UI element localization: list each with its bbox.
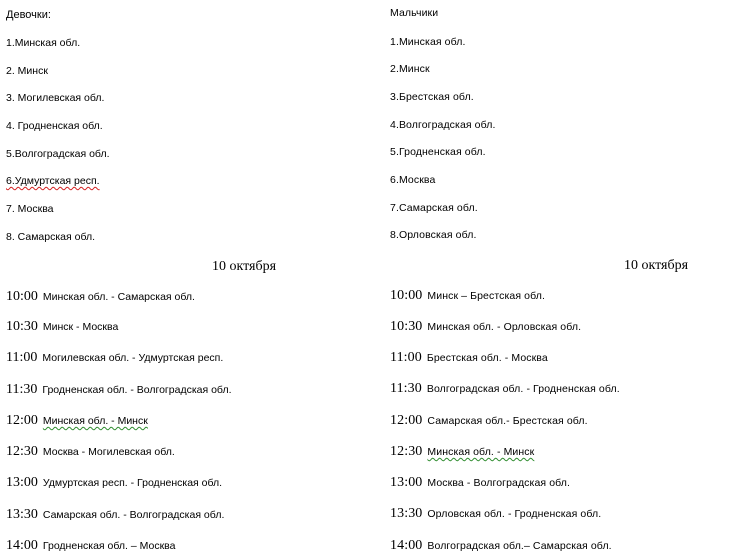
boys-team-item: 3.Брестская обл. — [390, 91, 474, 103]
girls-date-heading: 10 октября — [212, 259, 277, 274]
match-time: 13:00 — [6, 475, 38, 490]
match-time: 12:30 — [6, 444, 38, 459]
match-time: 12:30 — [390, 444, 423, 459]
match-time: 10:30 — [390, 319, 423, 334]
boys-match-row — [390, 507, 601, 521]
boys-team-item: 6.Москва — [390, 174, 436, 186]
girls-team-item: 7. Москва — [6, 203, 54, 215]
boys-match-row — [390, 320, 581, 334]
match-time: 11:00 — [6, 350, 38, 365]
match-time: 11:30 — [390, 381, 422, 396]
girls-team-item: 2. Минск — [6, 65, 48, 77]
boys-match-row — [390, 539, 612, 553]
match-time: 11:00 — [390, 350, 422, 365]
match-pairing: Гродненская обл. – Москва — [42, 540, 176, 552]
girls-team-text: 6.Удмуртская респ. — [6, 175, 100, 187]
match-pairing: Волгоградская обл.– Самарская обл. — [427, 540, 612, 552]
match-pairing: Минская обл. - Минск — [42, 415, 148, 427]
girls-column — [6, 0, 366, 559]
boys-team-item: 1.Минская обл. — [390, 36, 466, 48]
match-pairing: Минская обл. - Орловская обл. — [427, 321, 582, 333]
girls-match-row — [6, 508, 224, 522]
girls-team-item: 8. Самарская обл. — [6, 231, 96, 243]
boys-match-row — [390, 289, 545, 303]
boys-team-item: 8.Орловская обл. — [390, 229, 477, 241]
match-time: 13:00 — [390, 475, 423, 490]
boys-column — [390, 0, 740, 559]
match-pairing: Удмуртская респ. - Гродненская обл. — [42, 477, 223, 489]
match-pairing: Брестская обл. - Москва — [426, 352, 548, 364]
girls-match-row — [6, 414, 148, 428]
boys-heading: Мальчики — [390, 7, 439, 19]
match-time: 14:00 — [6, 538, 38, 553]
match-time: 13:30 — [6, 507, 38, 522]
girls-match-row — [6, 445, 175, 459]
girls-team-item: 5.Волгоградская обл. — [6, 148, 110, 160]
match-time: 12:00 — [390, 413, 423, 428]
match-pairing: Самарская обл.- Брестская обл. — [427, 415, 588, 427]
girls-match-row — [6, 351, 223, 365]
match-time: 10:00 — [390, 288, 423, 303]
boys-match-row — [390, 414, 588, 428]
boys-team-item: 7.Самарская обл. — [390, 202, 478, 214]
match-time: 11:30 — [6, 382, 38, 397]
boys-date-heading: 10 октября — [624, 258, 689, 273]
boys-team-item: 2.Минск — [390, 63, 430, 75]
match-pairing: Могилевская обл. - Удмуртская респ. — [42, 352, 224, 364]
match-time: 13:30 — [390, 506, 423, 521]
match-pairing: Самарская обл. - Волгоградская обл. — [42, 509, 225, 521]
match-pairing: Минская обл. - Самарская обл. — [42, 291, 195, 303]
girls-team-item: 4. Гродненская обл. — [6, 120, 103, 132]
girls-team-item — [6, 174, 100, 188]
match-pairing: Минск – Брестская обл. — [427, 290, 545, 302]
match-pairing: Волгоградская обл. - Гродненская обл. — [426, 383, 620, 395]
girls-heading: Девочки: — [6, 9, 51, 21]
match-pairing: Москва - Волгоградская обл. — [427, 477, 571, 489]
match-pairing: Минск - Москва — [42, 321, 119, 333]
match-pairing: Орловская обл. - Гродненская обл. — [427, 508, 602, 520]
girls-match-row — [6, 320, 118, 334]
match-time: 10:00 — [6, 289, 38, 304]
boys-match-row — [390, 445, 534, 459]
girls-match-row — [6, 383, 232, 397]
boys-match-row — [390, 476, 570, 490]
girls-match-row — [6, 290, 195, 304]
girls-match-row — [6, 476, 222, 490]
boys-match-row — [390, 382, 620, 396]
match-pairing: Москва - Могилевская обл. — [42, 446, 175, 458]
girls-match-row — [6, 539, 175, 553]
boys-match-row — [390, 351, 548, 365]
girls-team-item: 1.Минская обл. — [6, 37, 81, 49]
match-time: 12:00 — [6, 413, 38, 428]
match-pairing: Гродненская обл. - Волгоградская обл. — [42, 384, 232, 396]
match-time: 14:00 — [390, 538, 423, 553]
boys-team-item: 4.Волгоградская обл. — [390, 119, 496, 131]
boys-team-item: 5.Гродненская обл. — [390, 146, 486, 158]
match-pairing: Минская обл. - Минск — [427, 446, 535, 458]
girls-team-item: 3. Могилевская обл. — [6, 92, 105, 104]
match-time: 10:30 — [6, 319, 38, 334]
